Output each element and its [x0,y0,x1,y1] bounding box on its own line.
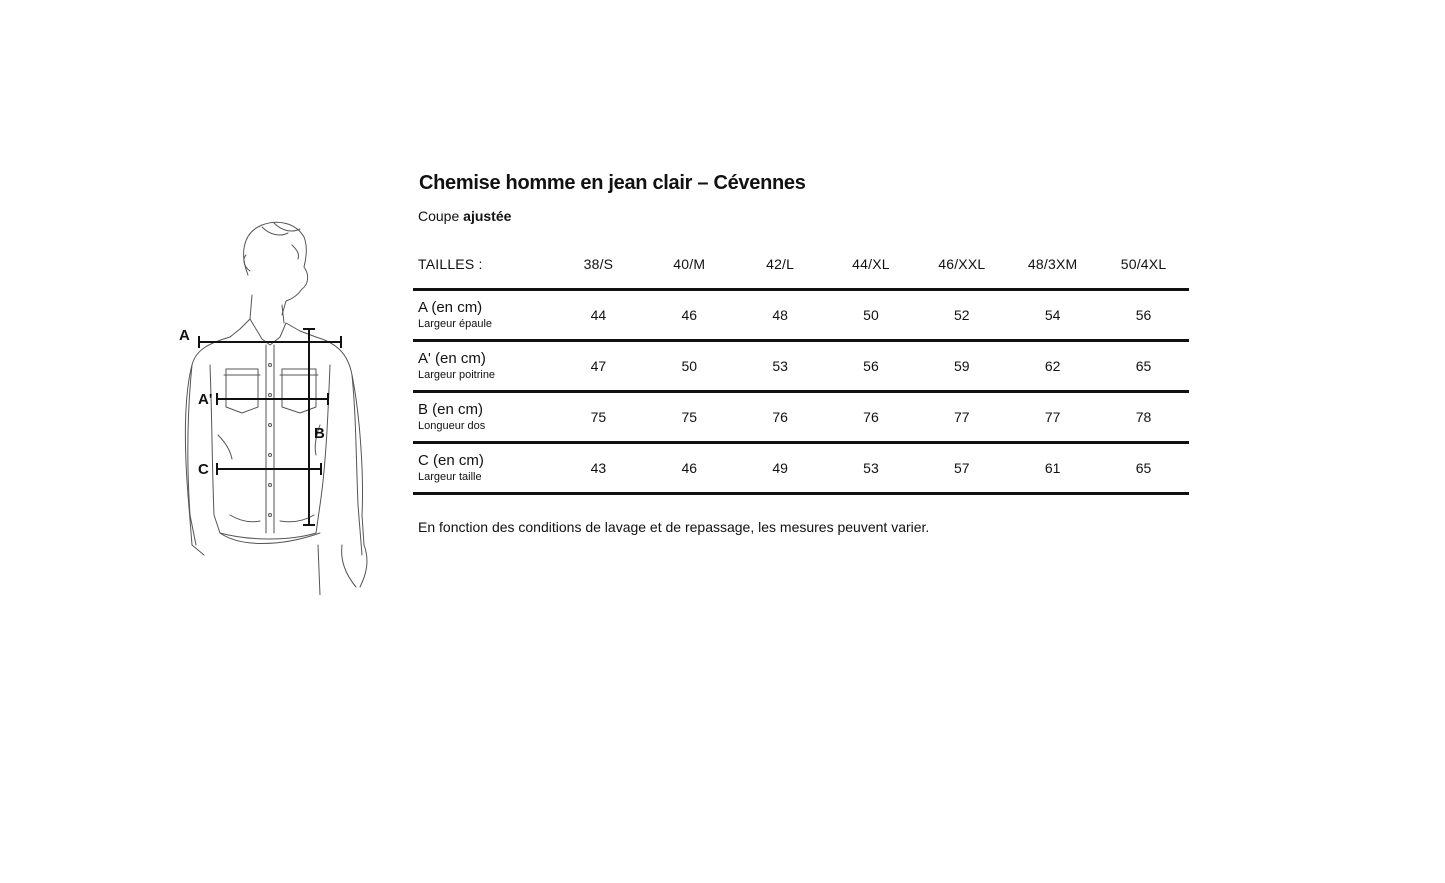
measurement-cell: 48 [735,290,826,341]
row-label: B (en cm) [418,401,484,418]
size-header: 46/XXL [916,240,1007,290]
measurement-cell: 77 [1007,392,1098,443]
table-row [413,341,1189,392]
measurement-cell: 50 [826,290,917,341]
measurement-cell: 43 [553,443,644,494]
measurement-cell: 65 [1098,443,1189,494]
shirt-measurement-illustration [170,215,380,595]
measurement-cell: 53 [826,443,917,494]
measurement-cell: 59 [916,341,1007,392]
table-row [413,443,1189,494]
measurement-cell: 62 [1007,341,1098,392]
row-header [413,290,553,341]
size-header: 42/L [735,240,826,290]
measurement-cell: 75 [644,392,735,443]
row-header [413,341,553,392]
row-description: Largeur taille [418,471,482,483]
table-row [413,392,1189,443]
table-row [413,290,1189,341]
marker-b: B [314,425,325,442]
measurement-cell: 52 [916,290,1007,341]
page-title: Chemise homme en jean clair – Cévennes [419,172,806,194]
row-label: A (en cm) [418,299,483,316]
row-label: C (en cm) [418,452,484,469]
fit-value: ajustée [463,208,512,224]
size-header: 48/3XM [1007,240,1098,290]
size-header-row [413,240,1189,290]
fit-line [418,208,511,224]
row-header [413,443,553,494]
care-note: En fonction des conditions de lavage et de repassage, les mesures peuvent varier. [418,519,930,535]
size-header: 50/4XL [1098,240,1189,290]
measurement-cell: 65 [1098,341,1189,392]
measurement-cell: 76 [735,392,826,443]
size-header: 38/S [553,240,644,290]
measurement-cell: 49 [735,443,826,494]
measurement-cell: 44 [553,290,644,341]
measurement-cell: 47 [553,341,644,392]
row-description: Largeur poitrine [418,369,496,381]
marker-a-prime: A' [198,391,213,408]
measurement-cell: 54 [1007,290,1098,341]
size-table [413,240,1189,495]
measurement-cell: 75 [553,392,644,443]
sizes-label: TAILLES : [413,240,553,290]
row-description: Longueur dos [418,420,486,432]
marker-a: A [179,327,190,344]
row-description: Largeur épaule [418,318,493,330]
measurement-cell: 50 [644,341,735,392]
shirt-sketch [170,215,380,595]
measurement-cell: 76 [826,392,917,443]
measurement-cell: 53 [735,341,826,392]
measurement-cell: 61 [1007,443,1098,494]
measurement-cell: 56 [826,341,917,392]
marker-c: C [198,461,209,478]
measurement-cell: 56 [1098,290,1189,341]
size-header: 40/M [644,240,735,290]
row-label: A' (en cm) [418,350,486,367]
fit-prefix: Coupe [418,208,460,224]
measurement-cell: 57 [916,443,1007,494]
measurement-cell: 46 [644,443,735,494]
measurement-cell: 46 [644,290,735,341]
size-header: 44/XL [826,240,917,290]
row-header [413,392,553,443]
measurement-cell: 78 [1098,392,1189,443]
measurement-cell: 77 [916,392,1007,443]
